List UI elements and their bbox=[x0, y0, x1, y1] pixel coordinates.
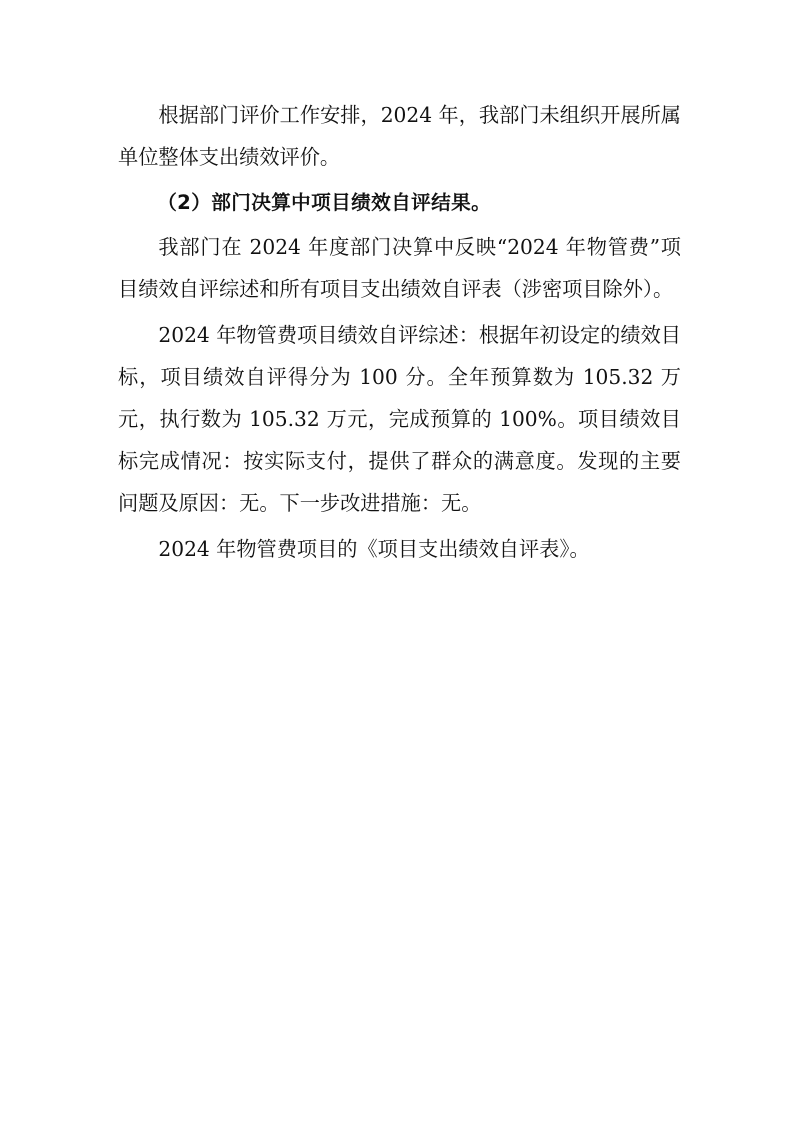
paragraph-project-summary: 2024 年物管费项目绩效自评综述：根据年初设定的绩效目标，项目绩效自评得分为 100 分。全年预算数为 105.32 万元，执行数为 105.32 万元，完成预算的 100%。项目绩效目标完成情况：按实际支付，提供了群众的满意度。发现的主要问题及原因：无。下一步改进措施：无。 bbox=[118, 323, 681, 515]
paragraph-self-evaluation-table: 2024 年物管费项目的《项目支出绩效自评表》。 bbox=[158, 537, 590, 561]
paragraph-project-reflection: 我部门在 2024 年度部门决算中反映“2024 年物管费”项目绩效自评综述和所有项目支出绩效自评表（涉密项目除外）。 bbox=[118, 235, 681, 301]
section-heading-project-results: （2）部门决算中项目绩效自评结果。 bbox=[157, 191, 492, 214]
paragraph-unit-evaluation: 根据部门评价工作安排，2024 年，我部门未组织开展所属单位整体支出绩效评价。 bbox=[118, 103, 681, 169]
document-body bbox=[118, 94, 681, 574]
